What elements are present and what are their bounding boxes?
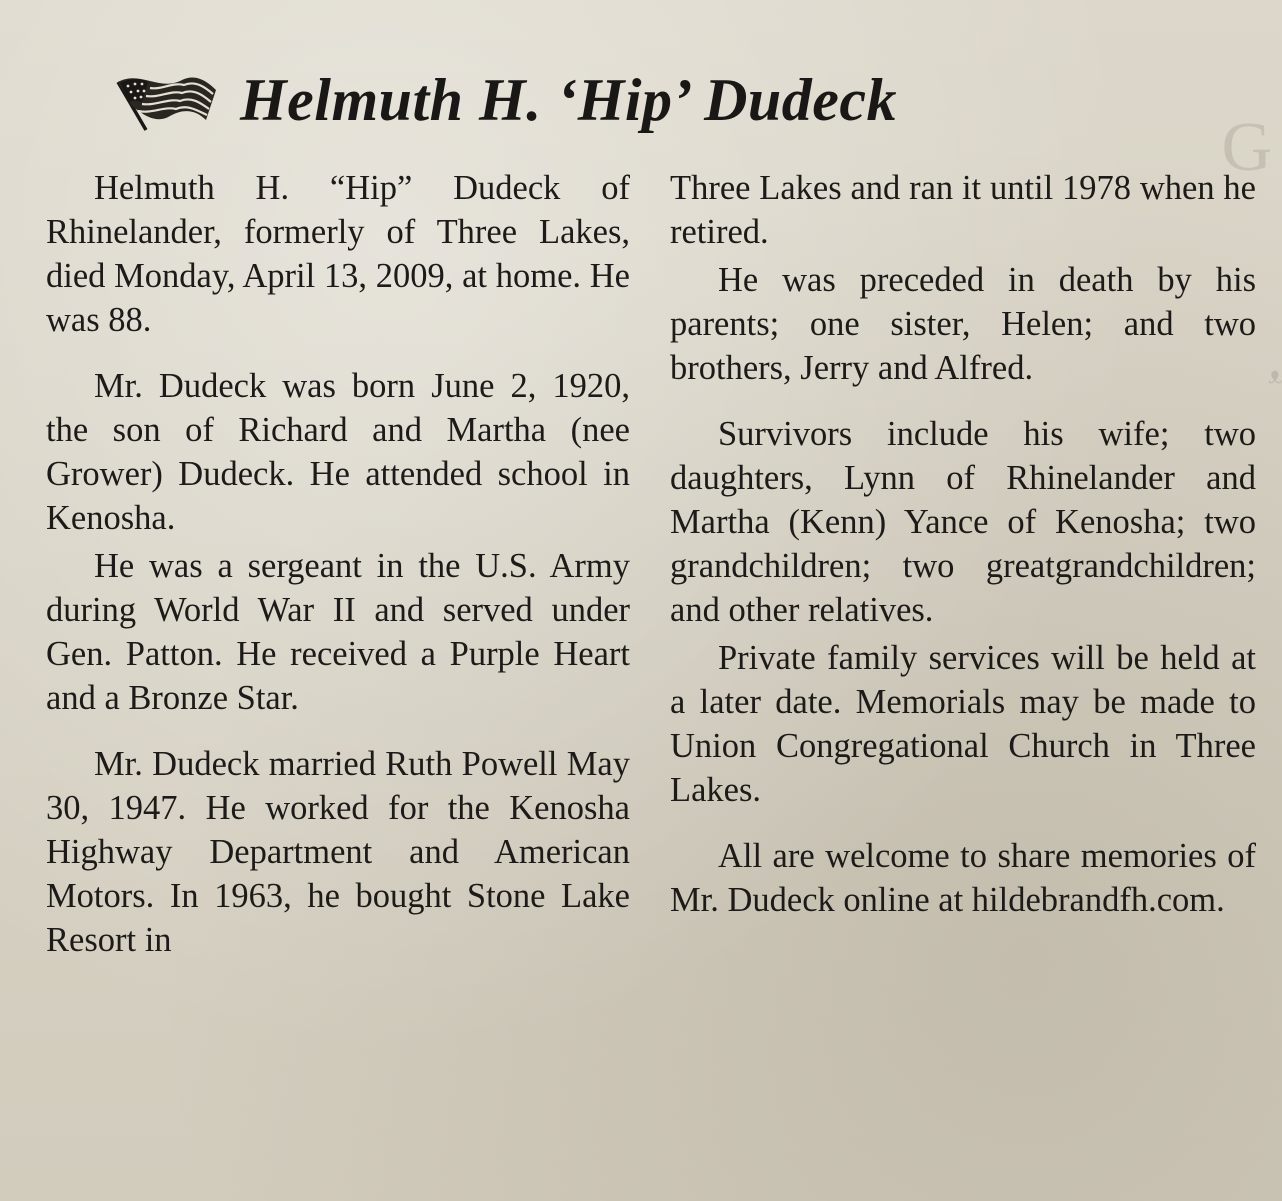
paragraph-services: Private family services will be held at a later date. Memorials may be made to Union Congregational Church in Three Lakes. bbox=[670, 639, 1256, 809]
american-flag-icon bbox=[110, 64, 222, 136]
paragraph-military-service: He was a sergeant in the U.S. Army during World War II and served under Gen. Patton. He received a Purple Heart and a Bronze Star. bbox=[46, 547, 630, 717]
obituary-title: Helmuth H. ‘Hip’ Dudeck bbox=[240, 66, 898, 133]
left-column bbox=[46, 166, 630, 962]
paragraph-marriage-career: Mr. Dudeck married Ruth Powell May 30, 1947. He worked for the Kenosha Highway Department and American Motors. In 1963, he bought Stone Lake Resort in bbox=[46, 745, 630, 959]
paragraph-death-notice: Helmuth H. “Hip” Dudeck of Rhinelander, formerly of Three Lakes, died Monday, April 13, 2009, at home. He was 88. bbox=[46, 169, 630, 339]
paragraph-birth: Mr. Dudeck was born June 2, 1920, the son of Richard and Martha (nee Grower) Dudeck. He attended school in Kenosha. bbox=[46, 367, 630, 537]
headline bbox=[110, 50, 1210, 150]
right-column bbox=[670, 166, 1256, 922]
paragraph-online-memories: All are welcome to share memories of Mr. Dudeck online at hildebrandfh.com. bbox=[670, 837, 1256, 919]
paragraph-survivors: Survivors include his wife; two daughters, Lynn of Rhinelander and Martha (Kenn) Yance of Kenosha; two grandchildren; two greatgrandchildren; and other relatives. bbox=[670, 415, 1256, 629]
paragraph-preceded-in-death: He was preceded in death by his parents; one sister, Helen; and two brothers, Jerry and Alfred. bbox=[670, 261, 1256, 387]
paragraph-career-continued: Three Lakes and ran it until 1978 when he retired. bbox=[670, 169, 1256, 251]
show-through-mark: ᴥ bbox=[1267, 360, 1282, 389]
show-through-mark: G bbox=[1221, 109, 1272, 186]
